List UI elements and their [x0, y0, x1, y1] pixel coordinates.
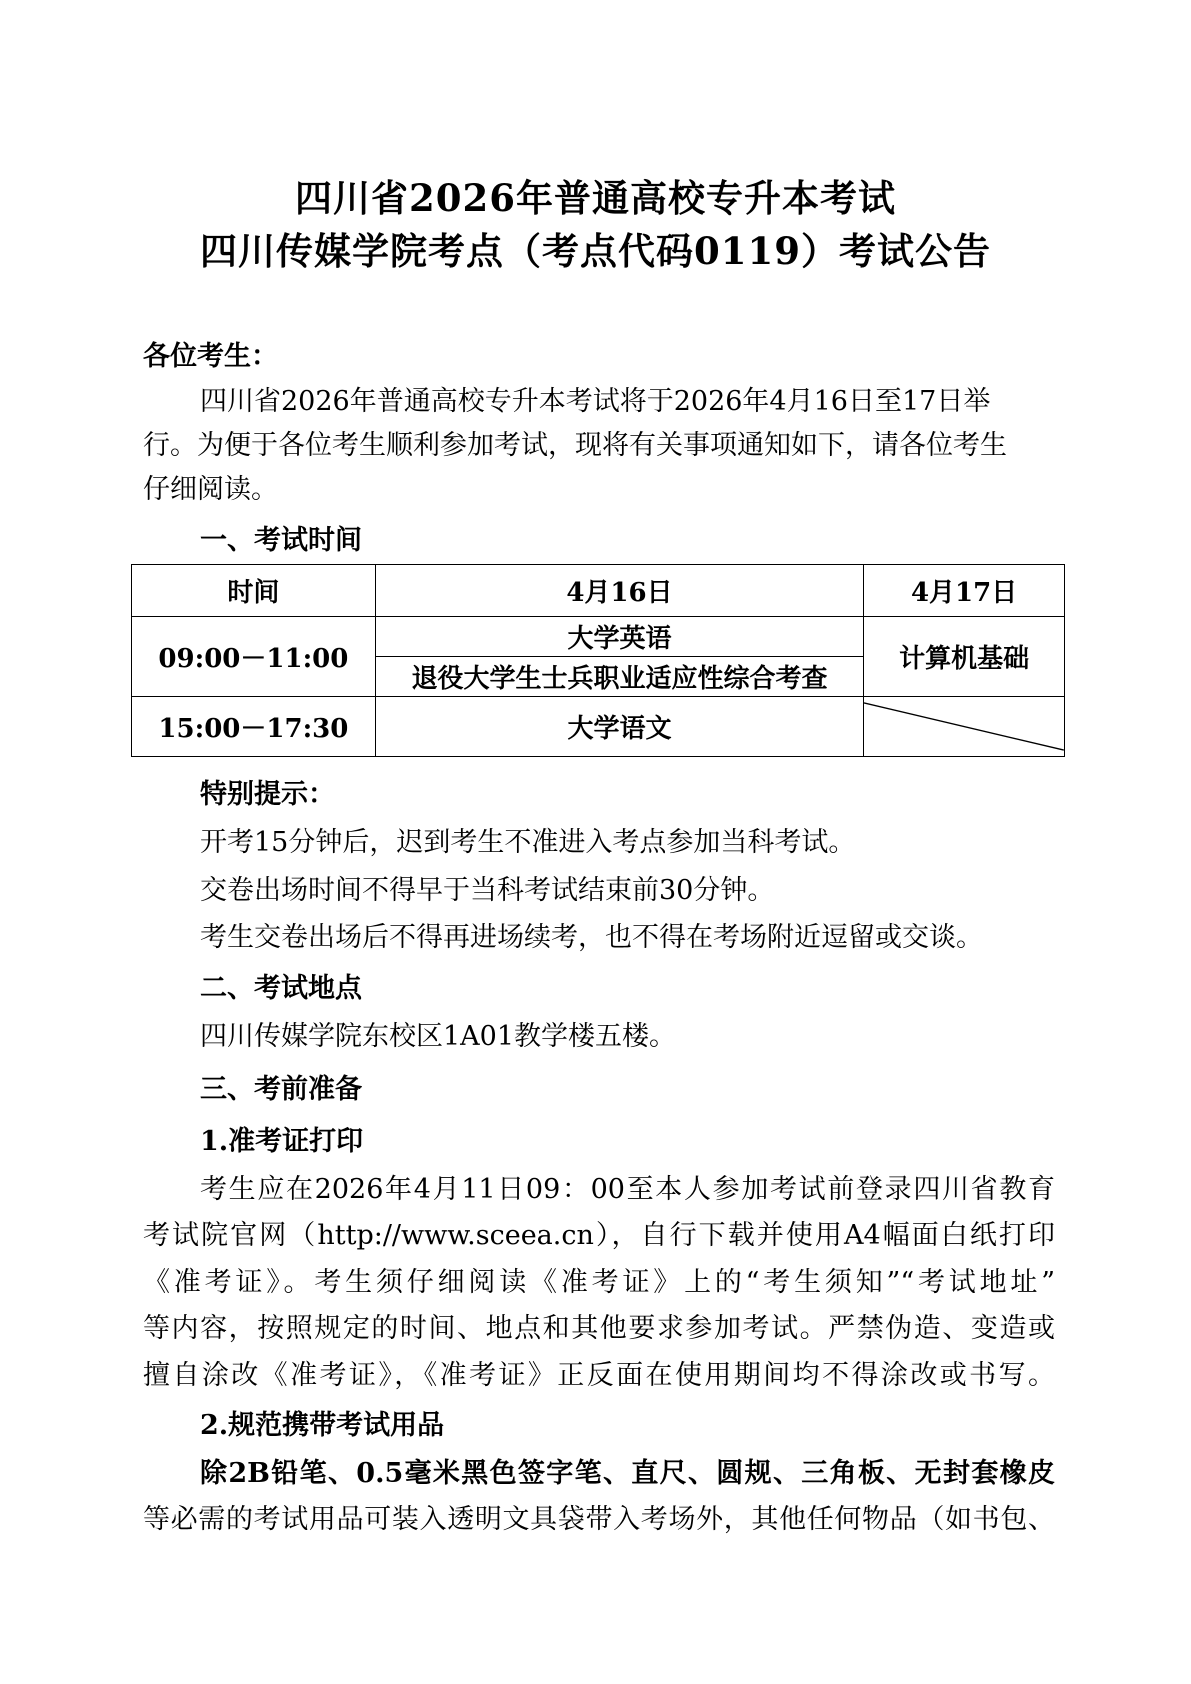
paragraph-line: 擅自涂改《准考证》，《准考证》正反面在使用期间均不得涂改或书写。	[143, 1360, 1055, 1391]
subject-cell: 计算机基础	[864, 617, 1065, 697]
section-2-text: 四川传媒学院东校区1A01教学楼五楼。	[200, 1021, 677, 1052]
time-cell: 15:00－17:30	[132, 697, 376, 757]
table-row	[132, 617, 1065, 657]
table-header-row	[132, 565, 1065, 617]
time-cell: 09:00－11:00	[132, 617, 376, 697]
notice-heading: 特别提示：	[200, 779, 335, 810]
paragraph-line-bold: 除2B铅笔、0.5毫米黑色签字笔、直尺、圆规、三角板、无封套橡皮	[200, 1458, 1055, 1489]
intro-line-3: 仔细阅读。	[143, 474, 278, 505]
table-row	[132, 697, 1065, 757]
notice-item: 交卷出场时间不得早于当科考试结束前30分钟。	[200, 875, 775, 906]
subject-cell: 大学语文	[375, 697, 863, 757]
title-line-2: 四川传媒学院考点（考点代码0119）考试公告	[200, 229, 991, 273]
section-2-heading: 二、考试地点	[200, 973, 362, 1004]
greeting: 各位考生：	[143, 341, 278, 372]
paragraph-line: 《准考证》。考生须仔细阅读《准考证》上的“考生须知”“考试地址”	[143, 1267, 1055, 1298]
exam-schedule-table	[131, 564, 1065, 757]
section-3-heading: 三、考前准备	[200, 1074, 362, 1105]
intro-line-1: 四川省2026年普通高校专升本考试将于2026年4月16日至17日举	[200, 386, 991, 417]
paragraph-line: 等内容，按照规定的时间、地点和其他要求参加考试。严禁伪造、变造或	[143, 1313, 1055, 1344]
subject-cell: 大学英语	[375, 617, 863, 657]
paragraph-line: 考生应在2026年4月11日09：00至本人参加考试前登录四川省教育	[200, 1174, 1055, 1205]
notice-item: 开考15分钟后，迟到考生不准进入考点参加当科考试。	[200, 827, 856, 858]
title-line-1: 四川省2026年普通高校专升本考试	[295, 176, 896, 220]
table-header-cell: 时间	[132, 565, 376, 617]
paragraph-line: 考试院官网（http://www.sceea.cn），自行下载并使用A4幅面白纸打印	[143, 1220, 1055, 1251]
section-1-heading: 一、考试时间	[200, 525, 362, 556]
table-header-cell: 4月16日	[375, 565, 863, 617]
intro-line-2: 行。为便于各位考生顺利参加考试，现将有关事项通知如下，请各位考生	[143, 430, 1007, 461]
diagonal-slash-icon	[864, 697, 1064, 756]
subsection-2-heading: 2.规范携带考试用品	[200, 1410, 445, 1441]
paragraph-line: 等必需的考试用品可装入透明文具袋带入考场外，其他任何物品（如书包、	[143, 1504, 1055, 1535]
empty-diagonal-cell	[864, 697, 1065, 757]
table-header-cell: 4月17日	[864, 565, 1065, 617]
subject-cell: 退役大学生士兵职业适应性综合考查	[375, 657, 863, 697]
notice-item: 考生交卷出场后不得再进场续考，也不得在考场附近逗留或交谈。	[200, 922, 983, 953]
subsection-1-heading: 1.准考证打印	[200, 1126, 364, 1157]
